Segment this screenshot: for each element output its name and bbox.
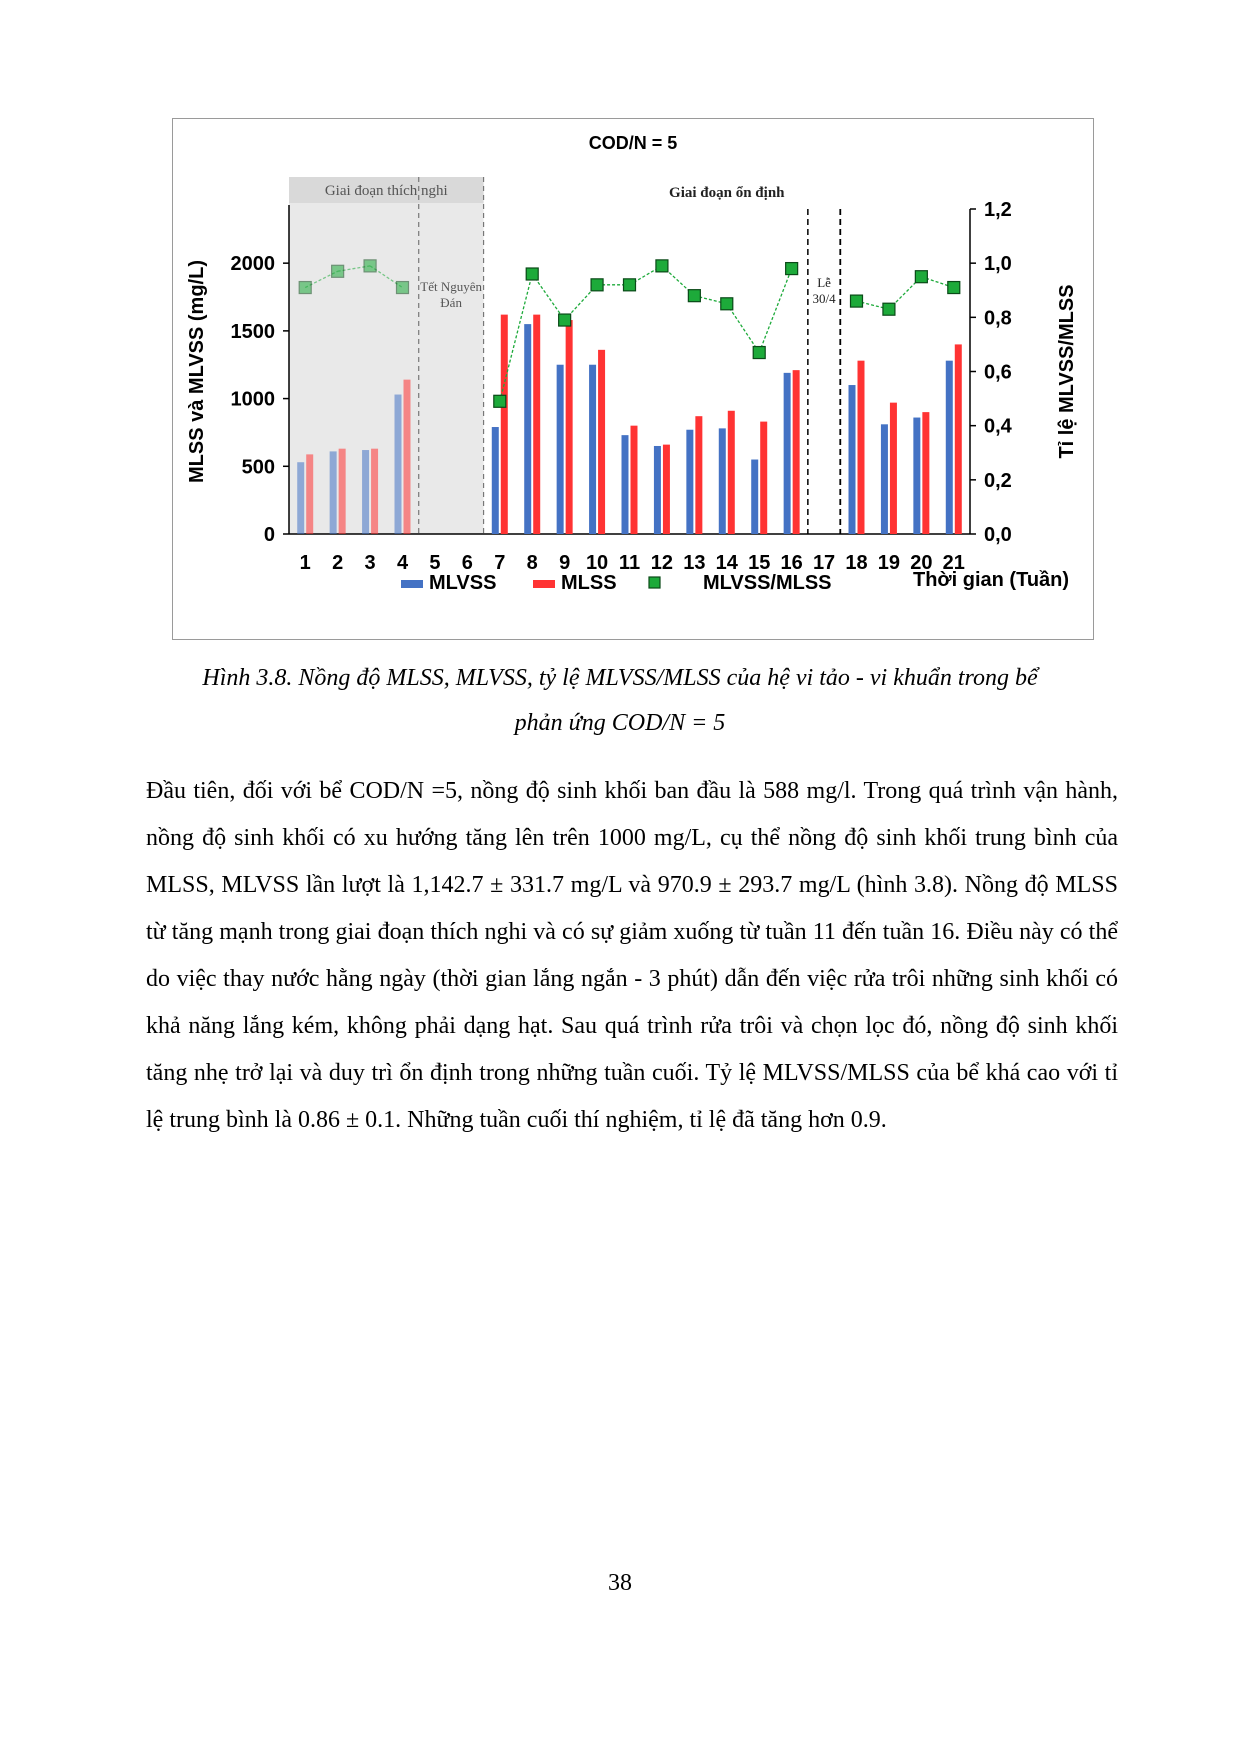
x-tick-label: 9 [559, 552, 571, 574]
ratio-line-segment [532, 274, 564, 320]
right-tick-label: 0,0 [984, 524, 1012, 546]
mlss-bar [598, 350, 605, 534]
mlss-bar [793, 370, 800, 534]
x-tick-label: 14 [715, 552, 738, 574]
ratio-point [851, 295, 863, 307]
x-tick-label: 12 [650, 552, 674, 574]
mlvss-bar [751, 460, 758, 534]
ratio-point [591, 279, 603, 291]
body-paragraph [146, 768, 1118, 1144]
ratio-point [332, 265, 344, 277]
mlvss-bar [849, 385, 856, 534]
left-tick-label: 0 [263, 524, 275, 546]
ratio-line-segment [727, 304, 759, 353]
mlvss-bar [330, 451, 337, 534]
x-tick-label: 16 [780, 552, 803, 574]
ratio-line-segment [759, 269, 791, 353]
ratio-point [753, 347, 765, 359]
ratio-point [688, 290, 700, 302]
mlss-bar [404, 380, 411, 534]
mlss-bar [695, 416, 702, 534]
x-tick-label: 13 [683, 552, 706, 574]
left-tick-label: 1500 [230, 320, 275, 343]
y2-axis-title: Tỉ lệ MLVSS/MLSS [1056, 284, 1078, 459]
left-tick-label: 1000 [230, 388, 275, 411]
mlvss-bar [686, 430, 693, 534]
x-tick-label: 1 [299, 552, 311, 574]
x-axis-title: Thời gian (Tuần) [913, 569, 1070, 591]
mlvss-bar [719, 428, 726, 534]
mlss-bar [858, 361, 865, 534]
ratio-point [883, 303, 895, 315]
right-tick-label: 0,2 [984, 469, 1012, 492]
right-tick-label: 0,8 [984, 307, 1012, 330]
x-tick-label: 10 [585, 552, 609, 574]
paragraph-text: Đầu tiên, đối với bể COD/N =5, nồng độ sinh khối ban đầu là 588 mg/l. Trong quá trình vận hành, nồng độ sinh khối có xu hướng tăng lên trên 1000 mg/L, cụ thể nồng độ sinh khối trung bình của MLSS, MLVSS lần lượt là 1,142.7 ± 331.7 mg/L và 970.9 ± 293.7 mg/L (hình 3.8). Nồng độ MLSS từ tăng mạnh trong giai đoạn thích nghi và có sự giảm xuống từ tuần 11 đến tuần 16. Điều này có thể do việc thay nước hằng ngày (thời gian lắng ngắn - 3 phút) dẫn đến việc rửa trôi những sinh khối có khả năng lắng kém, không phải dạng hạt. Sau quá trình rửa trôi và chọn lọc đó, nồng độ sinh khối tăng nhẹ trở lại và duy trì ổn định trong những tuần cuối. Tỷ lệ MLVSS/MLSS của bể khá cao với tỉ lệ trung bình là 0.86 ± 0.1. Những tuần cuối thí nghiệm, tỉ lệ đã tăng hơn 0.9. [146, 778, 1118, 1133]
legend-swatch-mlvss [401, 580, 423, 588]
left-tick-label: 500 [241, 456, 275, 479]
x-tick-label: 2 [332, 552, 344, 574]
mlvss-bar [784, 373, 791, 534]
chart-svg [173, 119, 1093, 639]
ratio-point [397, 282, 409, 294]
mlvss-bar [395, 395, 402, 534]
mlss-bar [890, 403, 897, 534]
x-tick-label: 21 [942, 552, 965, 574]
x-tick-label: 17 [812, 552, 836, 574]
holiday-annotation-line-2: 30/4 [812, 291, 836, 306]
ratio-point [364, 260, 376, 272]
mlvss-bar [881, 424, 888, 534]
x-tick-label: 5 [429, 552, 441, 574]
mlss-bar [922, 412, 929, 534]
holiday-annotation-line-1: Lễ [817, 275, 831, 290]
mlss-bar [501, 315, 508, 534]
ratio-point [721, 298, 733, 310]
y-axis-title: MLSS và MLVSS (mg/L) [186, 260, 208, 483]
ratio-point [299, 282, 311, 294]
chart-title: COD/N = 5 [588, 133, 678, 153]
x-tick-label: 7 [494, 552, 506, 574]
mlss-bar [760, 422, 767, 534]
legend-swatch-mlss [533, 580, 555, 588]
mlvss-bar [524, 324, 531, 534]
x-tick-label: 15 [748, 552, 771, 574]
tet-annotation-line-1: Tết Nguyên [420, 279, 483, 294]
mlvss-bar [492, 427, 499, 534]
x-tick-label: 18 [845, 552, 868, 574]
x-tick-label: 4 [396, 552, 409, 574]
mlvss-bar [297, 462, 304, 534]
legend-swatch-ratio [649, 577, 660, 588]
right-tick-label: 0,4 [984, 415, 1012, 438]
x-tick-label: 19 [877, 552, 901, 574]
tet-annotation-line-2: Đán [440, 295, 462, 310]
mlvss-bar [622, 435, 629, 534]
x-tick-label: 3 [364, 552, 376, 574]
stable-phase-label: Giai đoạn ổn định [669, 185, 785, 201]
figure-caption-line-1: Hình 3.8. Nồng độ MLSS, MLVSS, tỷ lệ MLVSS/MLSS của hệ vi tảo - vi khuẩn trong bể [202, 665, 1038, 691]
x-tick-label: 6 [461, 552, 473, 574]
mlvss-bar [557, 365, 564, 534]
ratio-point [559, 314, 571, 326]
ratio-point [948, 282, 960, 294]
mlss-bar [339, 449, 346, 534]
mlvss-bar [913, 418, 920, 534]
mlvss-bar [362, 450, 369, 534]
mlvss-bar [946, 361, 953, 534]
mlss-bar [566, 320, 573, 534]
x-tick-label: 20 [910, 552, 933, 574]
mlss-bar [306, 454, 313, 534]
adapt-phase-label: Giai đoạn thích nghi [324, 183, 448, 199]
legend-label-mlvss: MLVSS [429, 572, 497, 594]
figure-caption-line-2: phản ứng COD/N = 5 [514, 710, 726, 736]
x-tick-label: 8 [526, 552, 538, 574]
right-tick-label: 1,2 [984, 199, 1012, 221]
ratio-point [915, 271, 927, 283]
left-tick-label: 2000 [230, 253, 275, 276]
right-tick-label: 1,0 [984, 253, 1012, 276]
ratio-point [624, 279, 636, 291]
adapt-phase-shade [289, 177, 484, 534]
mlss-bar [955, 344, 962, 534]
mlss-bar [533, 315, 540, 534]
mlss-bar [728, 411, 735, 534]
mlvss-bar [654, 446, 661, 534]
mlss-bar [663, 445, 670, 534]
chart-frame [172, 118, 1094, 640]
ratio-point [786, 263, 798, 275]
ratio-point [656, 260, 668, 272]
page-number: 38 [608, 1570, 632, 1596]
mlvss-bar [589, 365, 596, 534]
x-tick-label: 11 [618, 552, 641, 574]
ratio-point [494, 395, 506, 407]
ratio-point [526, 268, 538, 280]
mlss-bar [631, 426, 638, 534]
legend-label-mlss: MLSS [561, 572, 617, 594]
right-tick-label: 0,6 [984, 361, 1012, 384]
legend-label-ratio: MLVSS/MLSS [703, 572, 832, 594]
mlss-bar [371, 449, 378, 534]
